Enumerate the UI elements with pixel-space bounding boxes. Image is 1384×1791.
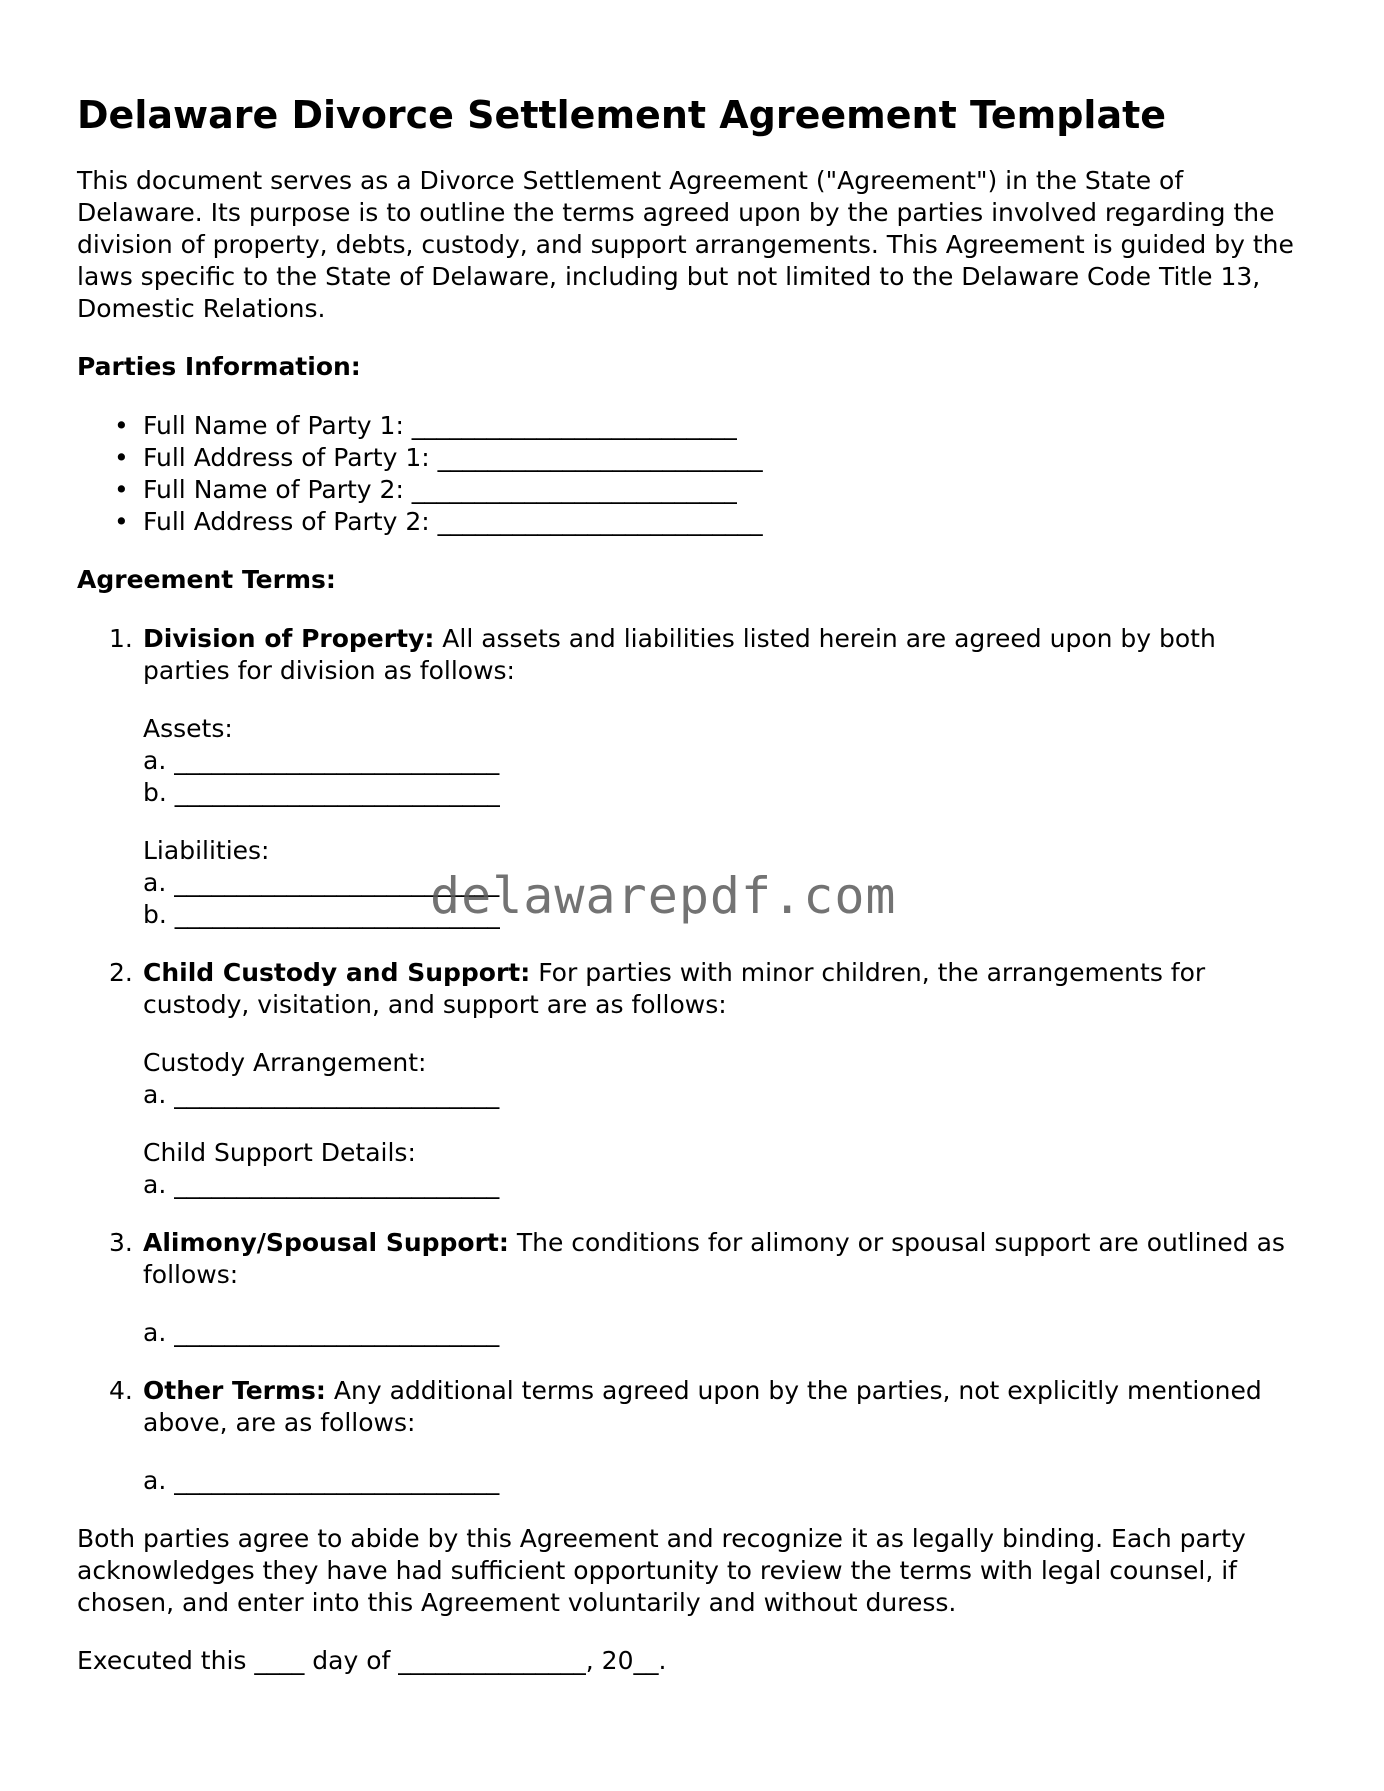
- watermark: delawarepdf.com: [430, 867, 897, 925]
- term-text: [143, 1375, 1307, 1439]
- terms-list: [77, 623, 1307, 1497]
- term-title: Child Custody and Support:: [143, 958, 531, 987]
- terms-heading: Agreement Terms:: [77, 565, 336, 594]
- term-other-terms: [109, 1375, 1307, 1497]
- term-number: 4.: [109, 1376, 133, 1405]
- party-2-name-item: [114, 474, 1307, 506]
- other-terms-line-a: a. __________________________: [143, 1466, 500, 1495]
- other-terms-block: [143, 1465, 1307, 1497]
- support-line-a: a. __________________________: [143, 1170, 500, 1199]
- term-body: Any additional terms agreed upon by the parties, not explicitly mentioned above, are as follows:: [143, 1376, 1262, 1437]
- support-label: Child Support Details:: [143, 1138, 416, 1167]
- party-1-address-field: Full Address of Party 1: __________________________: [143, 443, 763, 472]
- liability-line-a: a. __________________________: [143, 868, 500, 897]
- party-1-name-item: [114, 410, 1307, 442]
- bullet-icon: •: [114, 411, 129, 440]
- assets-block: [143, 713, 1307, 809]
- intro-paragraph: This document serves as a Divorce Settlement Agreement ("Agreement") in the State of Delaware. Its purpose is to outline the terms agreed upon by the parties involved regarding the division of property, debts, custody, and support arrangements. This Agreement is guided by the laws specific to the State of Delaware, including but not limited to the Delaware Code Title 13, Domestic Relations.: [77, 166, 1294, 323]
- party-2-address-field: Full Address of Party 2: __________________________: [143, 507, 763, 536]
- term-child-custody-support: [109, 957, 1307, 1201]
- party-2-name-field: Full Name of Party 2: __________________________: [143, 475, 737, 504]
- bullet-icon: •: [114, 475, 129, 504]
- party-1-name-field: Full Name of Party 1: __________________________: [143, 411, 737, 440]
- term-text: [143, 623, 1307, 687]
- liability-line-b: b. __________________________: [143, 900, 500, 929]
- custody-label: Custody Arrangement:: [143, 1048, 427, 1077]
- party-2-address-item: [114, 506, 1307, 538]
- term-text: [143, 1227, 1307, 1291]
- term-body: All assets and liabilities listed herein are agreed upon by both parties for division as follows:: [143, 624, 1216, 685]
- bullet-icon: •: [114, 443, 129, 472]
- bullet-icon: •: [114, 507, 129, 536]
- closing-paragraph: Both parties agree to abide by this Agreement and recognize it as legally binding. Each party acknowledges they have had sufficient opportunity to review the terms with legal counsel, if chosen, and enter into this Agreement voluntarily and without duress.: [77, 1524, 1246, 1617]
- parties-list: [77, 410, 1307, 538]
- party-1-address-item: [114, 442, 1307, 474]
- term-title: Alimony/Spousal Support:: [143, 1228, 509, 1257]
- assets-label: Assets:: [143, 714, 233, 743]
- term-number: 2.: [109, 958, 133, 987]
- document-page: [77, 92, 1307, 1677]
- term-number: 1.: [109, 624, 133, 653]
- document-title: Delaware Divorce Settlement Agreement Template: [77, 93, 1167, 137]
- term-text: [143, 957, 1307, 1021]
- custody-block: [143, 1047, 1307, 1111]
- support-block: [143, 1137, 1307, 1201]
- alimony-block: [143, 1317, 1307, 1349]
- executed-line: Executed this ____ day of _______________, 20__.: [77, 1646, 667, 1675]
- asset-line-a: a. __________________________: [143, 746, 500, 775]
- term-body: The conditions for alimony or spousal support are outlined as follows:: [143, 1228, 1285, 1289]
- term-division-of-property: [109, 623, 1307, 931]
- term-title: Other Terms:: [143, 1376, 326, 1405]
- parties-heading: Parties Information:: [77, 352, 361, 381]
- term-title: Division of Property:: [143, 624, 435, 653]
- term-body: For parties with minor children, the arrangements for custody, visitation, and support are as follows:: [143, 958, 1206, 1019]
- liabilities-label: Liabilities:: [143, 836, 270, 865]
- term-number: 3.: [109, 1228, 133, 1257]
- liabilities-block: [143, 835, 1307, 931]
- custody-line-a: a. __________________________: [143, 1080, 500, 1109]
- alimony-line-a: a. __________________________: [143, 1318, 500, 1347]
- asset-line-b: b. __________________________: [143, 778, 500, 807]
- term-alimony: [109, 1227, 1307, 1349]
